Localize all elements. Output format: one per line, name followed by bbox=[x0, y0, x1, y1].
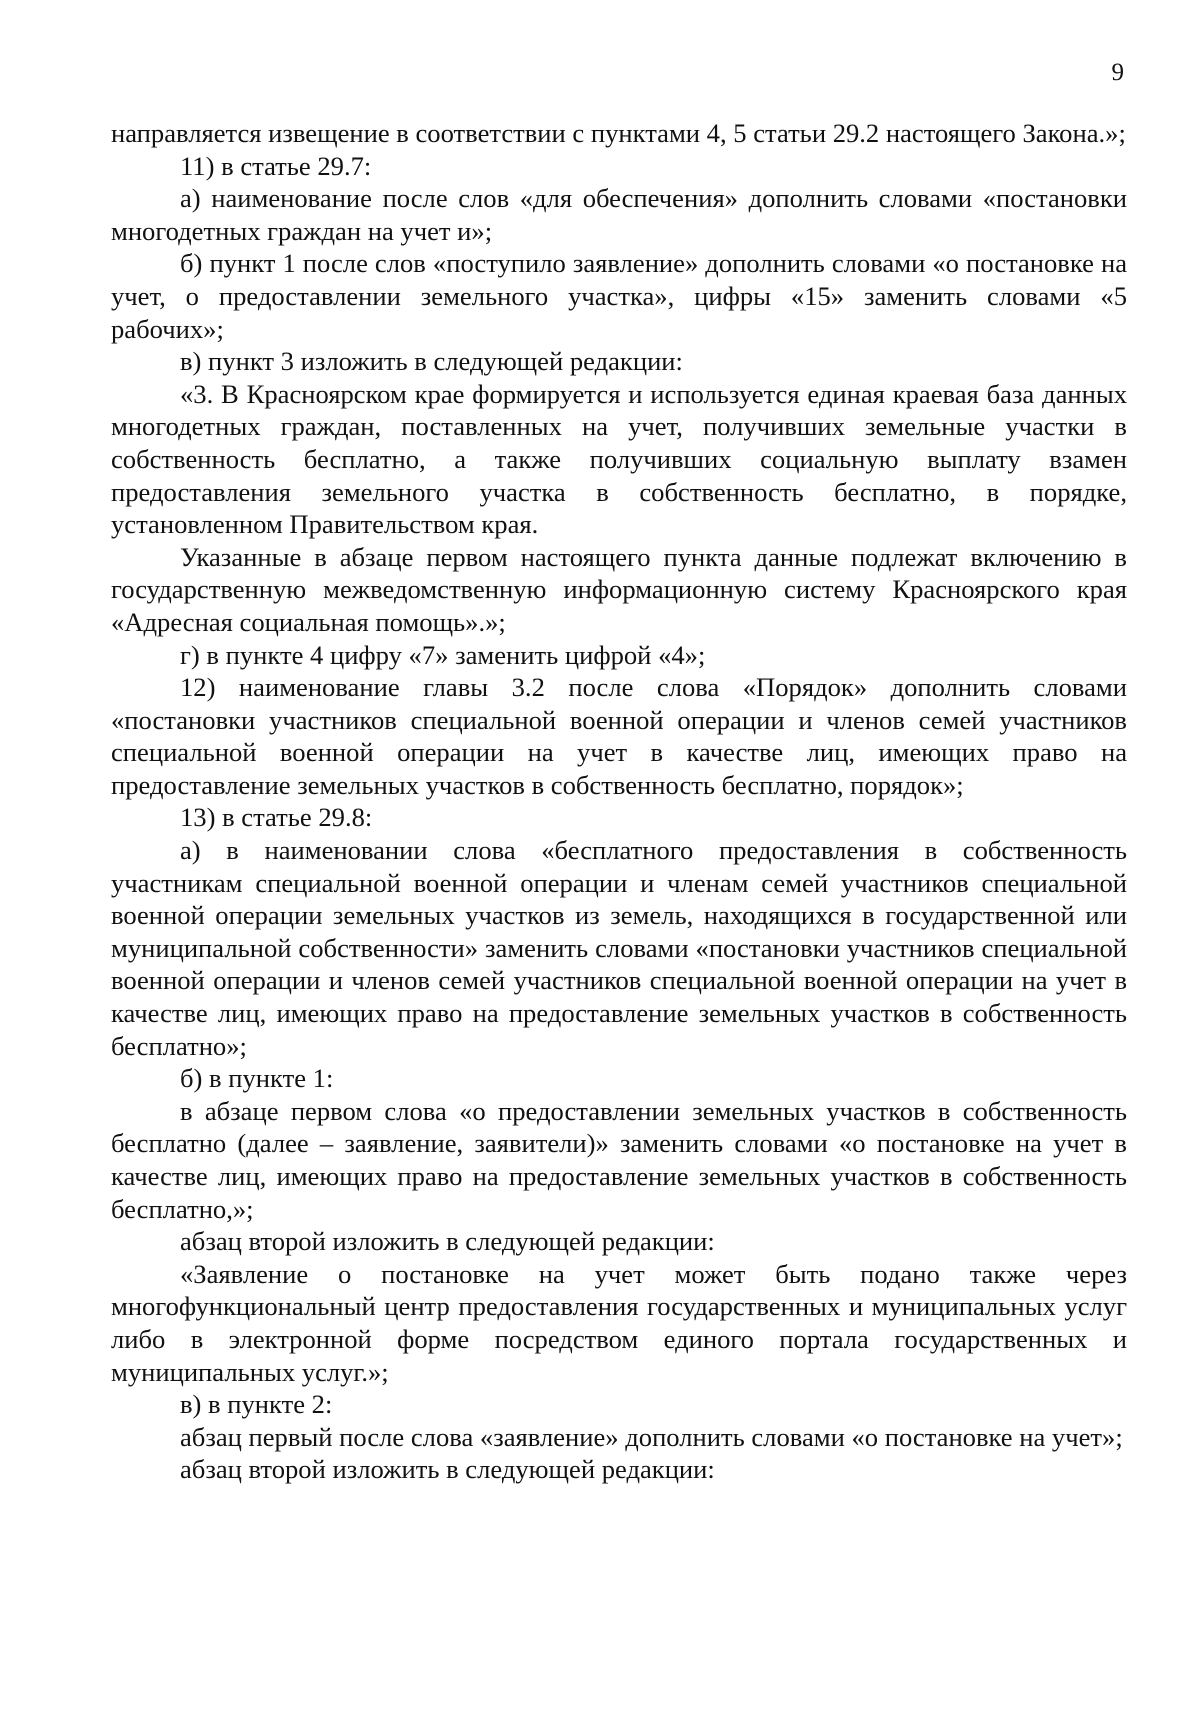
paragraph: г) в пункте 4 цифру «7» заменить цифрой «4»; bbox=[180, 639, 706, 670]
paragraph: а) наименование после слов «для обеспечения» дополнить словами «постановки многодетных граждан на учет и»; bbox=[111, 183, 1127, 246]
document-body bbox=[111, 117, 1127, 1486]
paragraph: абзац второй изложить в следующей редакции: bbox=[180, 1226, 715, 1257]
paragraph: а) в наименовании слова «бесплатного предоставления в собственность участникам специальной военной операции и членам семей участников специальной военной операции земельных участков из земель, находящихся в государственной или муниципальной собственности» заменить словами «постановки участников специальной военной операции и членов семей участников специальной военной операции на учет в качестве лиц, имеющих право на предоставление земельных участков в собственность бесплатно»; bbox=[111, 835, 1127, 1061]
paragraph: 11) в статье 29.7: bbox=[180, 150, 372, 181]
paragraph: в) в пункте 2: bbox=[180, 1389, 333, 1420]
paragraph: 13) в статье 29.8: bbox=[180, 802, 373, 833]
paragraph: б) в пункте 1: bbox=[180, 1063, 334, 1094]
paragraph: в) пункт 3 изложить в следующей редакции: bbox=[180, 346, 683, 377]
paragraph: в абзаце первом слова «о предоставлении земельных участков в собственность бесплатно (далее – заявление, заявители)» заменить словами «о постановке на учет в качестве лиц, имеющих право на предоставление земельных участков в собственность бесплатно,»; bbox=[111, 1095, 1127, 1224]
paragraph: «3. В Красноярском крае формируется и используется единая краевая база данных многодетных граждан, поставленных на учет, получивших земельные участки в собственность бесплатно, а также получивших социальную выплату взамен предоставления земельного участка в собственность бесплатно, в порядке, установленном Правительством края. bbox=[111, 378, 1127, 540]
paragraph: б) пункт 1 после слов «поступило заявление» дополнить словами «о постановке на учет, о предоставлении земельного участка», цифры «15» заменить словами «5 рабочих»; bbox=[111, 248, 1127, 344]
paragraph: абзац второй изложить в следующей редакции: bbox=[180, 1454, 715, 1485]
paragraph: абзац первый после слова «заявление» дополнить словами «о постановке на учет»; bbox=[180, 1421, 1123, 1452]
page-number: 9 bbox=[1111, 59, 1124, 86]
paragraph: направляется извещение в соответствии с пунктами 4, 5 статьи 29.2 настоящего Закона.»; bbox=[111, 118, 1126, 148]
paragraph: Указанные в абзаце первом настоящего пункта данные подлежат включению в государственную межведомственную информационную систему Красноярского края «Адресная социальная помощь».»; bbox=[111, 541, 1127, 637]
paragraph: 12) наименование главы 3.2 после слова «Порядок» дополнить словами «постановки участников специальной военной операции и членов семей участников специальной военной операции на учет в качестве лиц, имеющих право на предоставление земельных участков в собственность бесплатно, порядок»; bbox=[111, 672, 1127, 800]
paragraph: «Заявление о постановке на учет может быть подано также через многофункциональный центр предоставления государственных и муниципальных услуг либо в электронной форме посредством единого портала государственных и муниципальных услуг.»; bbox=[111, 1258, 1127, 1387]
